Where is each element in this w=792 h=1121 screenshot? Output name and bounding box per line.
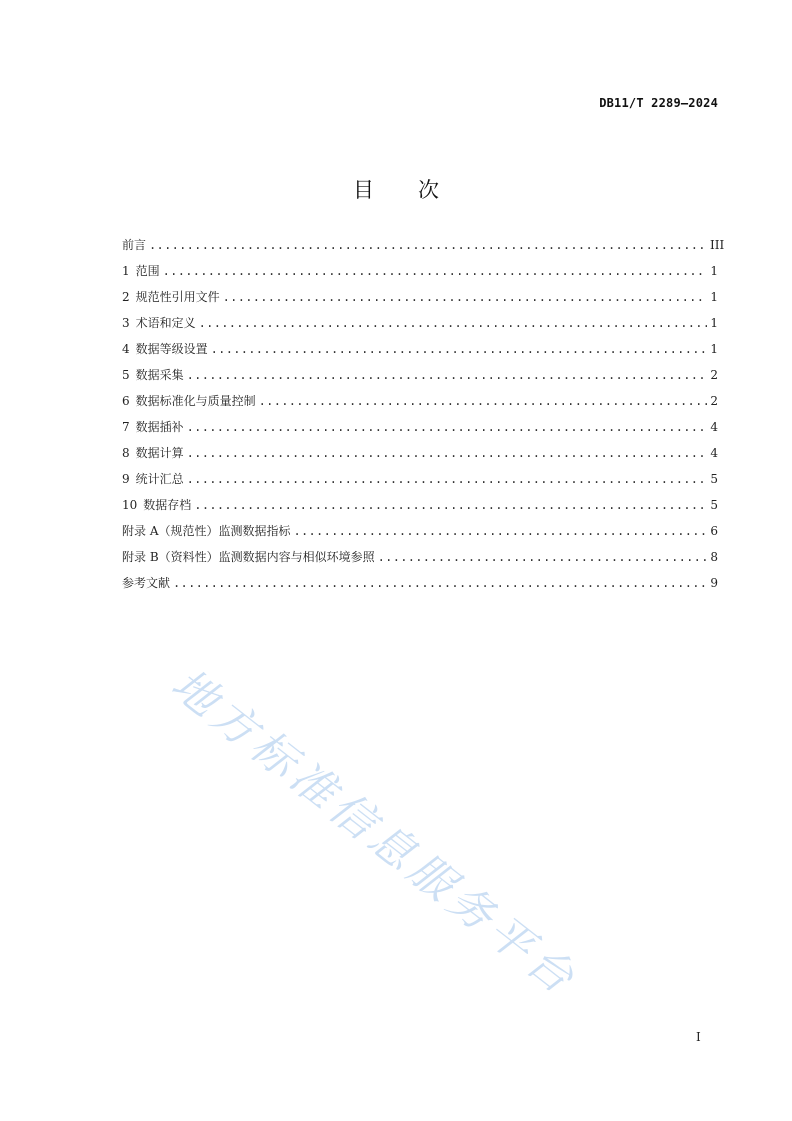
toc-leader-dots <box>173 576 707 590</box>
toc-entry-label: 规范性引用文件 <box>135 290 220 304</box>
toc-entry-number: 6 <box>122 394 130 408</box>
toc-entry-page: 8 <box>710 550 718 564</box>
toc-entry-label: 数据采集 <box>135 368 184 382</box>
toc-entry-page: 6 <box>710 524 718 538</box>
toc-leader-dots <box>223 290 707 304</box>
toc-entry-10[interactable] <box>122 496 718 522</box>
toc-entry-page: 4 <box>710 420 718 434</box>
toc-leader-dots <box>187 368 707 382</box>
toc-entry-label: 参考文献 <box>122 576 171 590</box>
toc-entry-8[interactable] <box>122 444 718 470</box>
document-code: DB11/T 2289—2024 <box>599 96 718 110</box>
toc-entry-3[interactable] <box>122 314 718 340</box>
toc-entry-page: 1 <box>710 342 718 356</box>
toc-entry-page: 5 <box>710 472 718 486</box>
toc-entry-7[interactable] <box>122 418 718 444</box>
toc-entry-number: 9 <box>122 472 130 486</box>
toc-entry-label: 数据插补 <box>135 420 184 434</box>
toc-entry-5[interactable] <box>122 366 718 392</box>
toc-entry-page: 2 <box>710 368 718 382</box>
toc-entry-number: 10 <box>122 498 138 512</box>
toc-entry-appendix-a[interactable] <box>122 522 718 548</box>
title-char-1: 目 <box>353 178 374 202</box>
toc-leader-dots <box>163 264 707 278</box>
toc-entry-4[interactable] <box>122 340 718 366</box>
toc-entry-label: 范围 <box>135 264 160 278</box>
toc-entry-label: 数据等级设置 <box>135 342 208 356</box>
toc-entry-number: 7 <box>122 420 130 434</box>
toc-entry-label: 术语和定义 <box>135 316 196 330</box>
toc-entry-page: 9 <box>710 576 718 590</box>
toc-entry-number: 5 <box>122 368 130 382</box>
toc-leader-dots <box>259 394 707 408</box>
toc-entry-9[interactable] <box>122 470 718 496</box>
toc-leader-dots <box>293 524 707 538</box>
toc-entry-label: 附录 A（规范性）监测数据指标 <box>122 524 291 538</box>
toc-entry-page: 1 <box>710 264 718 278</box>
toc-entry-number: 8 <box>122 446 130 460</box>
toc-leader-dots <box>211 342 707 356</box>
toc-entry-label: 数据计算 <box>135 446 184 460</box>
toc-entry-number: 4 <box>122 342 130 356</box>
toc-entry-label: 数据标准化与质量控制 <box>135 394 256 408</box>
page-number: I <box>696 1030 701 1044</box>
toc-leader-dots <box>187 420 707 434</box>
toc-leader-dots <box>149 238 707 252</box>
toc-leader-dots <box>199 316 707 330</box>
toc-leader-dots <box>378 550 707 564</box>
table-of-contents <box>122 236 725 600</box>
toc-leader-dots <box>187 446 707 460</box>
toc-leader-dots <box>187 472 707 486</box>
watermark-text: 地方标准信息服务平台 <box>161 658 588 1007</box>
toc-entry-page: 5 <box>710 498 718 512</box>
toc-entry-label: 附录 B（资料性）监测数据内容与相似环境参照 <box>122 550 375 564</box>
toc-entry-page: 1 <box>710 316 718 330</box>
page-title <box>0 174 792 204</box>
toc-entry-2[interactable] <box>122 288 718 314</box>
toc-entry-label: 统计汇总 <box>135 472 184 486</box>
toc-entry-6[interactable] <box>122 392 718 418</box>
toc-entry-number: 3 <box>122 316 130 330</box>
toc-entry-page: 1 <box>710 290 718 304</box>
toc-entry-page: 2 <box>710 394 718 408</box>
toc-entry-1[interactable] <box>122 262 718 288</box>
toc-entry-appendix-b[interactable] <box>122 548 718 574</box>
toc-entry-number: 1 <box>122 264 130 278</box>
toc-entry-page: III <box>710 238 725 252</box>
toc-entry-label: 前言 <box>122 238 147 252</box>
toc-entry-references[interactable] <box>122 574 718 600</box>
toc-entry-foreword[interactable] <box>122 236 725 262</box>
toc-leader-dots <box>194 498 707 512</box>
toc-entry-page: 4 <box>710 446 718 460</box>
toc-entry-label: 数据存档 <box>143 498 192 512</box>
title-char-2: 次 <box>418 178 439 202</box>
toc-entry-number: 2 <box>122 290 130 304</box>
